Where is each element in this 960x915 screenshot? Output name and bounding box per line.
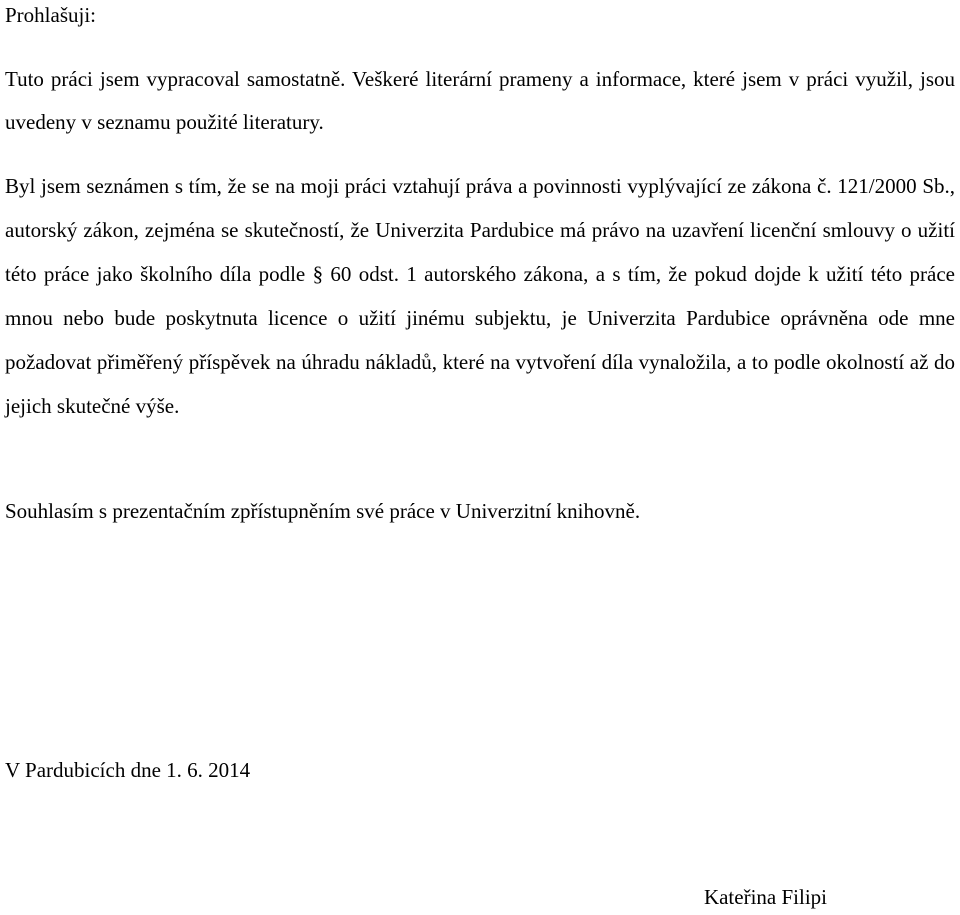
declaration-heading: Prohlašuji:	[5, 3, 97, 27]
place-and-date: V Pardubicích dne 1. 6. 2014	[5, 758, 251, 782]
paragraph-independent-work: Tuto práci jsem vypracoval samostatně. Veškeré literární prameny a informace, které jsem v práci využil, jsou uvedeny v seznamu použité literatury.	[5, 67, 955, 134]
paragraph-copyright-law: Byl jsem seznámen s tím, že se na moji práci vztahují práva a povinnosti vyplývající ze zákona č. 121/2000 Sb., autorský zákon, zejména se skutečností, že Univerzita Pardubice má právo na uzavření licenční smlouvy o užití této práce jako školního díla podle § 60 odst. 1 autorského zákona, a s tím, že pokud dojde k užití této práce mnou nebo bude poskytnuta licence o užití jinému subjektu, je Univerzita Pardubice oprávněna ode mne požadovat přiměřený příspěvek na úhradu nákladů, které na vytvoření díla vynaložila, a to podle okolností až do jejich skutečné výše.	[5, 174, 955, 418]
author-signature: Kateřina Filipi	[703, 885, 827, 909]
paragraph-library-consent: Souhlasím s prezentačním zpřístupněním své práce v Univerzitní knihovně.	[5, 499, 641, 523]
